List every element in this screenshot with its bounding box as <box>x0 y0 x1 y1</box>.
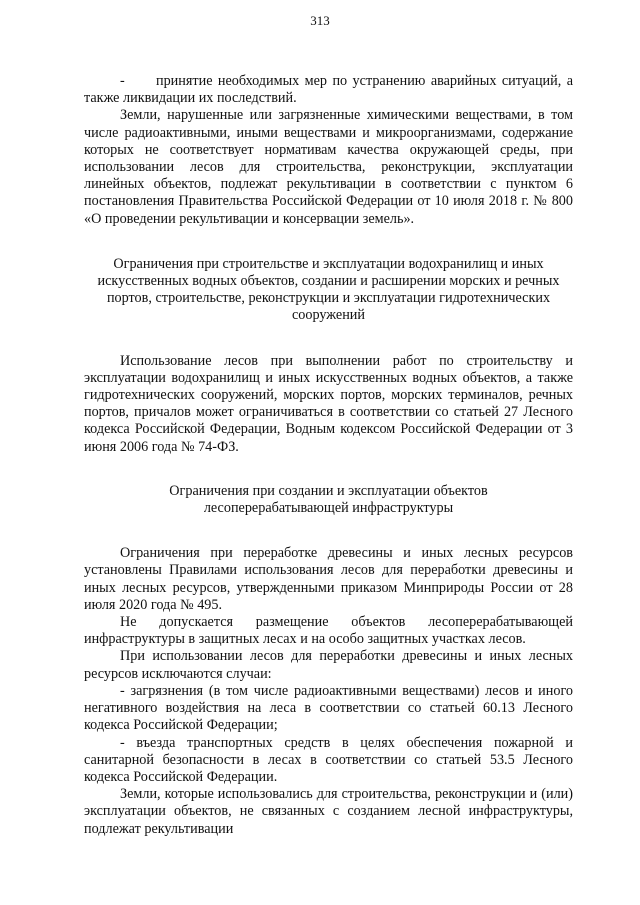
paragraph-processing-rules: Ограничения при переработке древесины и иных лесных ресурсов установлены Правилами использования лесов для переработки древесины и иных лесных ресурсов, утвержденными приказом Минприроды России от 28 июля 2020 года № 495. <box>84 545 573 613</box>
paragraph-placement-ban: Не допускается размещение объектов лесоперерабатывающей инфраструктуры в защитных лесах и на особо защитных участках лесов. <box>84 614 573 648</box>
paragraph-land-recultivation: Земли, нарушенные или загрязненные химическими веществами, в том числе радиоактивными, иными веществами и микроорганизмами, содержание которых не соответствует нормативам качества окружающей среды, при использовании лесов для строительства, реконструкции, эксплуатации линейных объектов, подлежат рекультивации в соответствии с пунктом 6 постановления Правительства Российской Федерации от 10 июля 2018 г. № 800 «О проведении рекультивации и консервации земель». <box>84 107 573 227</box>
paragraph-text: принятие необходимых мер по устранению аварийных ситуаций, а также ликвидации их последствий. <box>84 73 573 107</box>
document-body <box>84 73 573 838</box>
list-item-pollution: - загрязнения (в том числе радиоактивными веществами) лесов и иного негативного воздействия на леса в соответствии со статьей 60.13 Лесного кодекса Российской Федерации; <box>84 682 573 734</box>
paragraph-land-recultivation-final: Земли, которые использовались для строительства, реконструкции и (или) эксплуатации объектов, не связанных с созданием лесной инфраструктуры, подлежат рекультивации <box>84 786 573 837</box>
section-heading-wood-processing: Ограничения при создании и эксплуатации объектов лесоперерабатывающей инфраструктуры <box>169 482 488 517</box>
paragraph-reservoir-use: Использование лесов при выполнении работ по строительству и эксплуатации водохранилищ и иных искусственных водных объектов, а также гидротехнических сооружений, морских портов, морских терминалов, речных портов, причалов может ограничиваться в соответствии со статьей 27 Лесного кодекса Российской Федерации, Водным кодексом Российской Федерации от 3 июня 2006 года № 74-ФЗ. <box>84 352 573 455</box>
paragraph-excluded-cases: При использовании лесов для переработки древесины и иных лесных ресурсов исключаются случаи: <box>84 648 573 682</box>
section-heading-reservoirs: Ограничения при строительстве и эксплуатации водохранилищ и иных искусственных водных объектов, создании и расширении морских и речных портов, строительстве, реконструкции и эксплуатации гидротехнических сооружений <box>97 255 560 324</box>
dash-marker: - <box>120 73 125 89</box>
paragraph-emergency-measures <box>84 73 573 107</box>
page-number: 313 <box>310 13 330 28</box>
list-item-vehicle-entry: - въезда транспортных средств в целях обеспечения пожарной и санитарной безопасности в лесах в соответствии со статьей 53.5 Лесного кодекса Российской Федерации. <box>84 734 573 785</box>
